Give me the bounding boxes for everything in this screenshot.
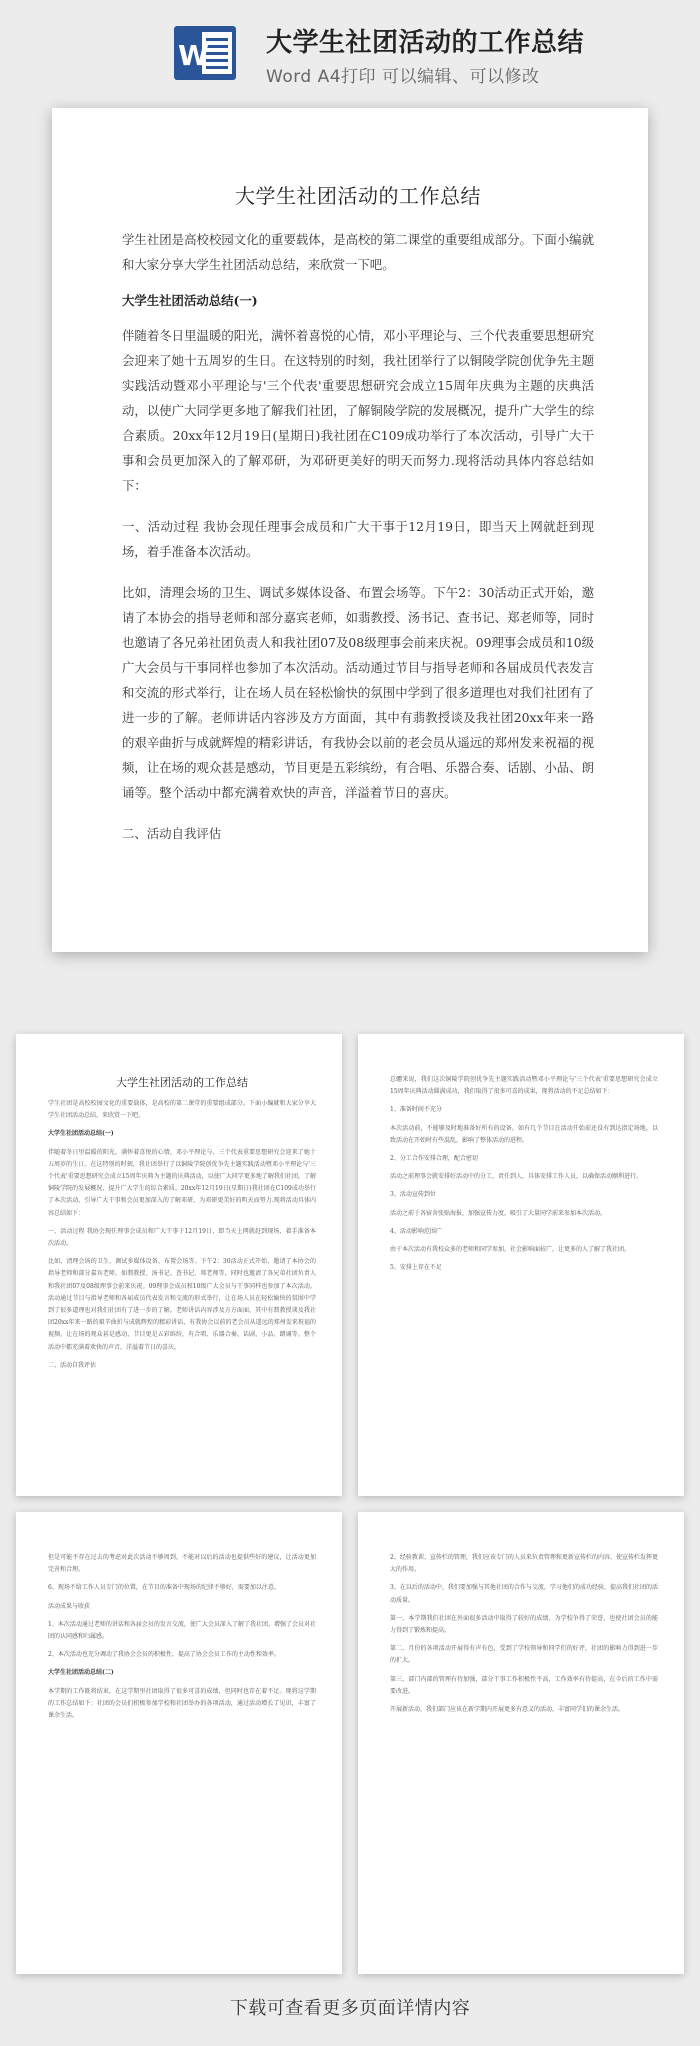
thumbnail-paragraph: 第二、月份的各项活动开展得有声有色，受到了学校领导和同学们的好评，社团的影响力得到进一步的扩大。	[390, 1645, 658, 1665]
section-heading: 大学生社团活动总结(一)	[122, 293, 258, 308]
document-title: 大学生社团活动的工作总结	[235, 184, 481, 208]
thumbnail-paragraph: 3、活动宣传到位	[390, 1191, 436, 1199]
page-thumbnail-1[interactable]	[16, 1034, 342, 1496]
thumbnail-paragraph: 2、本次活动也充分调动了我协会会员的积极性，提高了协会会员工作的主动性和效率。	[48, 1651, 280, 1659]
thumbnail-paragraph: 伴随着冬日里温暖的阳光，满怀着喜悦的心情，邓小平理论与、三个代表重要思想研究会迎来了她十五周岁的生日。在这特别的时刻，我社团举行了以铜陵学院创优争先主题实践活动暨邓小平理论与'三个代表'重要思想研究会成立15周年庆典为主题的庆典活动，以使广大同学更多地了解我们社团，了解铜陵学院的发展概况，提升广大学生的综合素质。20xx年12月19日(星期日)我社团在C109成功举行了本次活动，引导广大干事和会员更加深入的了解邓研，为邓研更美好的明天而努力.现将活动具体内容总结如下：	[48, 1148, 316, 1217]
thumbnail-title: 大学生社团活动的工作总结	[116, 1076, 248, 1089]
word-document-icon	[174, 22, 236, 84]
download-more-link[interactable]: 下载可查看更多页面详情内容	[229, 1998, 471, 2019]
document-preview-page	[52, 108, 648, 952]
page-thumbnail-2[interactable]	[358, 1034, 684, 1496]
page-header	[0, 0, 700, 92]
page-thumbnail-4[interactable]	[358, 1512, 684, 1974]
thumbnail-paragraph: 活动成果与收获	[48, 1602, 91, 1610]
paragraph-4: 二、活动自我评估	[122, 826, 222, 841]
svg-text:W: W	[178, 39, 209, 72]
thumbnail-paragraph: 学生社团是高校校园文化的重要载体，是高校的第二课堂的重要组成部分。下面小编就和大家分享大学生社团活动总结，来欣赏一下吧。	[48, 1100, 316, 1120]
thumbnail-paragraph: 一、活动过程 我协会现任理事会成员和广大干事于12月19日，即当天上网就赶到现场，着手准备本次活动。	[48, 1227, 316, 1248]
thumbnail-paragraph: 第三、部门内部的管理有待加强，部分干事工作积极性不高，工作效率有待提高，在今后的工作中需要改进。	[390, 1675, 658, 1695]
thumbnail-paragraph: 2、分工合作安排合理，配合密切	[390, 1155, 478, 1163]
header-subtitle: Word A4打印 可以编辑、可以修改	[266, 67, 540, 87]
thumbnail-paragraph: 本次活动前，不能够及时地准备好所有的设备。如有几个节目在活动开始前还没有到达指定场地，以致活动在开始时有些混乱，影响了整体活动的进程。	[390, 1124, 658, 1144]
thumbnail-paragraph: 但是可能不存在过去的考虑对此次活动不够周到，不能对以后的活动也提供些好的建议，让活动更加完善和合理。	[48, 1554, 316, 1574]
thumbnail-paragraph: 6、现场不给工作人员专门的位置，在节目的准备中现场的纪律不够好，需要加以注意。	[48, 1584, 280, 1592]
thumbnail-paragraph: 比如，清理会场的卫生、调试多媒体设备、布置会场等。下午2：30活动正式开始，邀请了本协会的指导老师和部分嘉宾老师，如翡教授、汤书记、查书记、郑老师等，同时也邀请了各兄弟社团负责人和我社团07及08级理事会前来庆祝。09理事会成员和10级广大会员与干事同样也参加了本次活动。活动通过节目与指导老师和各届成员代表发言和交流的形式举行，让在场人员在轻松愉快的氛围中学到了很多道理也对我们社团有了进一步的了解。老师讲话内容涉及方方面面，其中有翡教授谈及我社团20xx年来一路的艰辛曲折与成就辉煌的精彩讲话，有我协会以前的老会员从遥远的郑州发来祝福的视频，让在场的观众甚是感动，节目更是五彩缤纷，有合唱、乐器合奏、话剧、小品、朗诵等。整个活动中都充满着欢快的声音，洋溢着节日的喜庆。	[48, 1258, 316, 1351]
thumbnail-paragraph: 5、安排上存在不足	[390, 1264, 442, 1272]
paragraph-3: 比如，清理会场的卫生、调试多媒体设备、布置会场等。下午2：30活动正式开始，邀请了本协会的指导老师和部分嘉宾老师，如翡教授、汤书记、查书记、郑老师等，同时也邀请了各兄弟社团负责人和我社团07及08级理事会前来庆祝。09理事会成员和10级广大会员与干事同样也参加了本次活动。活动通过节目与指导老师和各届成员代表发言和交流的形式举行，让在场人员在轻松愉快的氛围中学到了很多道理也对我们社团有了进一步的了解。老师讲话内容涉及方方面面，其中有翡教授谈及我社团20xx年来一路的艰辛曲折与成就辉煌的精彩讲话，有我协会以前的老会员从遥远的郑州发来祝福的视频，让在场的观众甚是感动，节目更是五彩缤纷，有合唱、乐器合奏、话剧、小品、朗诵等。整个活动中都充满着欢快的声音，洋溢着节日的喜庆。	[122, 585, 594, 800]
thumbnail-paragraph: 本学期的工作既将结束，在这学期里社团取得了很多可喜的成绩，但同时也存在着不足。现将这学期的工作总结如下：社团的会员们积极参加学校和社团举办的各项活动，通过活动增长了见识，丰富了课余生活。	[48, 1687, 316, 1720]
paragraph-2: 一、活动过程 我协会现任理事会成员和广大干事于12月19日，即当天上网就赶到现场，着手准备本次活动。	[122, 519, 594, 559]
thumbnail-paragraph: 活动之前理事会就安排好活动中的分工，责任到人，具体安排工作人员，以确保活动顺利进行。	[390, 1173, 643, 1181]
thumbnail-paragraph: 2、经验教训、宣传栏的管理，我们应该专门的人员来负责管理和更新宣传栏的内容，使宣传栏发挥更大的作用。	[390, 1554, 658, 1574]
thumbnail-paragraph: 1、准备时间不充分	[390, 1106, 442, 1114]
thumbnail-paragraph: 1、本次活动通过老师的讲话和各届会员的发言交流，使广大会员深入了解了我社团，增强了会员对社团的认同感和归属感。	[48, 1620, 316, 1641]
thumbnail-paragraph: 3、在以后的活动中，我们要加强与其他社团的合作与交流，学习他们的成功经验，提高我们社团的活动质量。	[390, 1584, 658, 1604]
paragraph-1: 伴随着冬日里温暖的阳光，满怀着喜悦的心情，邓小平理论与、三个代表重要思想研究会迎来了她十五周岁的生日。在这特别的时刻，我社团举行了以铜陵学院创优争先主题实践活动暨邓小平理论与'三个代表'重要思想研究会成立15周年庆典为主题的庆典活动，以使广大同学更多地了解我们社团，了解铜陵学院的发展概况，提升广大学生的综合素质。20xx年12月19日(星期日)我社团在C109成功举行了本次活动，引导广大干事和会员更加深入的了解邓研，为邓研更美好的明天而努力.现将活动具体内容总结如下：	[122, 328, 594, 493]
thumbnail-paragraph: 开展新活动，我们部门应该在新学期内开展更多有意义的活动，丰富同学们的课余生活。	[390, 1706, 625, 1714]
thumbnail-paragraph: 活动之前于各宿舍张贴海报，加强宣传力度，吸引了大量同学前来参加本次活动。	[390, 1209, 607, 1217]
header-title: 大学生社团活动的工作总结	[266, 28, 585, 58]
document-intro: 学生社团是高校校园文化的重要载体，是高校的第二课堂的重要组成部分。下面小编就和大家分享大学生社团活动总结，来欣赏一下吧。	[122, 232, 594, 272]
thumbnail-paragraph: 4、活动影响范围广	[390, 1227, 442, 1235]
thumbnail-paragraph: 由于本次活动有我校众多的老师和同学参加，社会影响面较广，让更多的人了解了我社团。	[390, 1246, 631, 1254]
thumbnail-heading: 大学生社团活动总结(一)	[48, 1130, 114, 1138]
thumbnail-paragraph: 第一、本学期我们社团在外面很多活动中取得了较好的成绩，为学校争得了荣誉，也使社团会员的能力得到了锻炼和提高。	[390, 1614, 658, 1635]
thumbnail-paragraph: 总體来说，我们这次铜陵学院创优争先主题实践活动暨邓小平理论与'三个代表'重要思想研究会成立15周年庆典活动圆满成功，我们取得了很多可喜的成果，现将活动的不足总结如下：	[390, 1076, 658, 1096]
thumbnail-paragraph: 二、活动自我评估	[48, 1361, 97, 1369]
page-thumbnail-3[interactable]	[16, 1512, 342, 1974]
thumbnail-heading: 大学生社团活动总结(二)	[48, 1669, 114, 1677]
